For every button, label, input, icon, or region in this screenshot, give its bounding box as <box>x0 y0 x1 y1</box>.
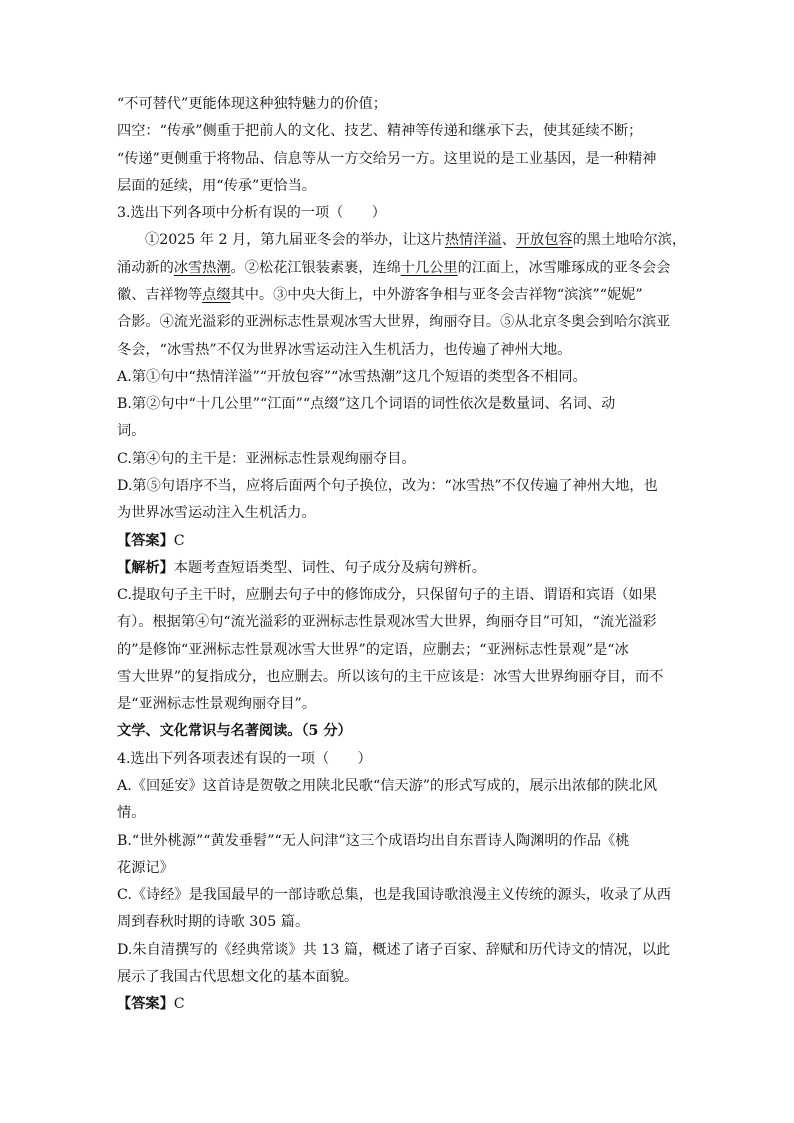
option-b: B.“世外桃源”“黄发垂髫”“无人问津”这三个成语均出自东晋诗人陶渊明的作品《桃 <box>117 833 630 849</box>
text-line: 四空：“传承”侧重于把前人的文化、技艺、精神等传递和继承下去，使其延续不断； <box>117 123 643 139</box>
text-line: 合影。④流光溢彩的亚洲标志性景观冰雪大世界，绚丽夺目。⑤从北京冬奥会到哈尔滨亚 <box>117 314 671 330</box>
answer-line <box>117 531 185 551</box>
answer-label: 【答案】 <box>117 533 174 549</box>
text-fragment: 、 <box>501 232 516 248</box>
text-line: 的”是修饰“亚洲标志性景观冰雪大世界”的定语，应删去；“亚洲标志性景观”是“冰 <box>117 642 629 658</box>
text-line: 展示了我国古代思想文化的基本面貌。 <box>117 969 359 985</box>
text-fragment: 徽、吉祥物等 <box>117 287 203 303</box>
section-heading: 文学、文化常识与名著阅读。（5 分） <box>117 723 352 739</box>
text-line: 层面的延续，用“传承”更恰当。 <box>117 178 316 194</box>
option-a: A.《回延安》这首诗是贺敬之用陕北民歌“信天游”的形式写成的，展示出浓郁的陕北风 <box>117 778 658 794</box>
passage-line-2 <box>117 258 670 278</box>
text-line: “传递”更侧重于将物品、信息等从一方交给另一方。这里说的是工业基因，是一种精神 <box>117 151 657 167</box>
question-4-stem: 4.选出下列各项表述有误的一项（ ） <box>117 751 372 767</box>
text-line: 有）。根据第④句“流光溢彩的亚洲标志性景观冰雪大世界，绚丽夺目”可知，“流光溢彩 <box>117 614 657 630</box>
underlined-phrase: 热情洋溢 <box>444 232 502 248</box>
text-fragment: 的江面上，冰雪雕琢成的亚冬会会 <box>457 260 671 276</box>
text-line: 花源记》 <box>117 860 174 876</box>
option-d: D.第⑤句语序不当，应将后面两个句子换位，改为：“冰雪热”不仅传遍了神州大地，也 <box>117 478 658 494</box>
analysis-line <box>117 558 486 578</box>
underlined-phrase: 十几公里 <box>400 260 458 276</box>
analysis-label: 【解析】 <box>117 560 174 576</box>
passage-line-1 <box>145 230 686 250</box>
underlined-phrase: 冰雪热潮 <box>173 260 231 276</box>
analysis-text: 本题考查短语类型、词性、句子成分及病句辨析。 <box>173 560 486 576</box>
option-b: B.第②句中“十几公里”“江面”“点缀”这几个词语的词性依次是数量词、名词、动 <box>117 396 616 412</box>
answer-label: 【答案】 <box>117 996 174 1012</box>
text-line: 为世界冰雪运动注入生机活力。 <box>117 505 316 521</box>
answer-value: C <box>173 533 185 549</box>
answer-value: C <box>173 996 185 1012</box>
option-a: A.第①句中“热情洋溢”“开放包容”“冰雪热潮”这几个短语的类型各不相同。 <box>117 369 587 385</box>
text-fragment: 涌动新的 <box>117 260 174 276</box>
text-line: 情。 <box>117 805 146 821</box>
text-line: 冬会，“冰雪热”不仅为世界冰雪运动注入生机活力，也传遍了神州大地。 <box>117 342 572 358</box>
text-fragment: 其中。③中央大街上，中外游客争相与亚冬会吉祥物“滨滨”“妮妮” <box>230 287 643 303</box>
text-line: 是“亚洲标志性景观绚丽夺目”。 <box>117 696 316 712</box>
question-3-stem: 3.选出下列各项中分析有误的一项（ ） <box>117 205 386 221</box>
underlined-phrase: 开放包容 <box>515 232 573 248</box>
text-line: 雪大世界”的复指成分，也应删去。所以该句的主干应该是：冰雪大世界绚丽夺目，而不 <box>117 669 664 685</box>
answer-line <box>117 994 185 1014</box>
option-c: C.第④句的主干是：亚洲标志性景观绚丽夺目。 <box>117 451 416 467</box>
option-d: D.朱自清撰写的《经典常谈》共 13 篇，概述了诸子百家、辞赋和历代诗文的情况，以此 <box>117 942 671 958</box>
text-fragment: ①2025 年 2 月，第九届亚冬会的举办，让这片 <box>145 232 445 248</box>
text-line: 词。 <box>117 423 146 439</box>
option-c: C.《诗经》是我国最早的一部诗歌总集，也是我国诗歌浪漫主义传统的源头，收录了从西 <box>117 887 671 903</box>
text-fragment: 。②松花江银装素裹，连绵 <box>230 260 401 276</box>
text-line: 周到春秋时期的诗歌 305 篇。 <box>117 914 310 930</box>
passage-line-3 <box>117 285 643 305</box>
underlined-phrase: 点缀 <box>202 287 231 303</box>
text-line: “不可替代”更能体现这种独特魅力的价值； <box>117 96 387 112</box>
text-fragment: 的黑土地哈尔滨， <box>572 232 687 248</box>
text-line: C.提取句子主干时，应删去句子中的修饰成分，只保留句子的主语、谓语和宾语（如果 <box>117 587 657 603</box>
